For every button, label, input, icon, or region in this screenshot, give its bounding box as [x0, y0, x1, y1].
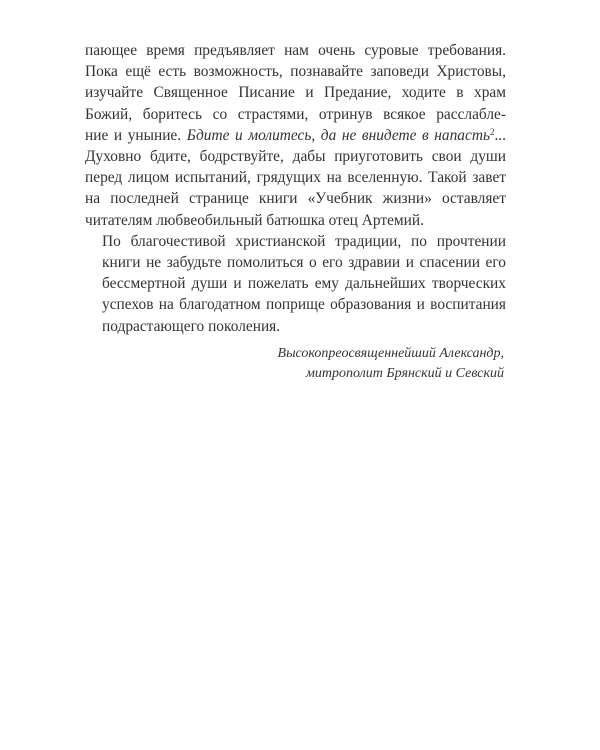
paragraph-2 [85, 231, 506, 337]
text-line: успехов на благодатном поприще образования и воспитания [102, 296, 506, 314]
text-line-with-quote [85, 125, 506, 146]
document-page [85, 40, 506, 384]
text-line: перед лицом испытаний, грядущих на вселенную. Такой завет [85, 169, 506, 187]
signature-name: Высокопреосвященнейший Александр, [277, 345, 504, 361]
text-line: Пока ещё есть возможность, познавайте заповеди Христовы, [85, 63, 506, 81]
text-line: бессмертной души и пожелать ему дальнейших творческих [102, 275, 506, 293]
text-line: на последней странице книги «Учебник жизни» оставляет [85, 190, 506, 208]
signature [85, 344, 506, 384]
signature-title: митрополит Брянский и Севский [305, 365, 504, 381]
scripture-quote: Бдите и молитесь, да не внидете в напасть [186, 126, 490, 144]
text-line: подрастающего поколения. [102, 317, 281, 335]
footnote-marker[interactable]: 2 [489, 126, 495, 137]
ellipsis: ... [494, 126, 506, 144]
text-line: книги не забудьте помолиться о его здравии и спасении его [102, 254, 506, 272]
text-line: изучайте Священное Писание и Предание, ходите в храм [85, 84, 506, 102]
text-segment: ние и уныние. [85, 126, 187, 144]
text-line: Духовно бдите, бодрствуйте, дабы приуготовить свои души [85, 148, 506, 166]
text-line: читателям любвеобильный батюшка отец Артемий. [85, 211, 424, 229]
paragraph-1 [85, 40, 506, 231]
text-line: По благочестивой христианской традиции, по прочтении [102, 232, 506, 250]
text-line: пающее время предъявляет нам очень суровые требования. [85, 42, 506, 59]
text-line: Божий, боритесь со страстями, отринув всякое расслабле- [85, 105, 506, 123]
